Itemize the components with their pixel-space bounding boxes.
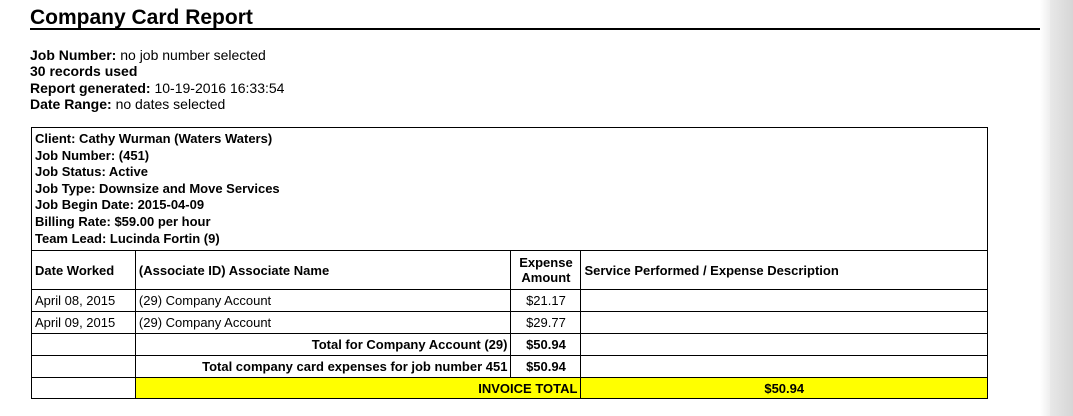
page-edge xyxy=(1040,0,1050,416)
job-client: Client: Cathy Wurman (Waters Waters) xyxy=(35,131,273,146)
job-billing-rate: Billing Rate: $59.00 per hour xyxy=(35,213,211,229)
job-total-empty-desc xyxy=(581,356,988,378)
meta-report-generated-label: Report generated: xyxy=(30,79,151,96)
job-total-label: Total company card expenses for job number 451 xyxy=(135,356,511,378)
row-description xyxy=(581,312,988,334)
job-info-row xyxy=(32,128,988,251)
header-expense-amount xyxy=(511,251,581,290)
report-table xyxy=(31,127,988,399)
table-row xyxy=(32,290,988,312)
meta-job-number-label: Job Number: xyxy=(30,47,117,63)
row-associate: (29) Company Account xyxy=(135,312,511,334)
viewer-gutter xyxy=(1050,0,1073,416)
invoice-total-row xyxy=(32,378,988,399)
header-date-worked: Date Worked xyxy=(32,251,136,290)
job-type: Job Type: Downsize and Move Services xyxy=(35,180,280,196)
meta-job-number-value: no job number selected xyxy=(120,47,266,63)
meta-report-generated xyxy=(30,80,284,96)
row-date: April 09, 2015 xyxy=(32,312,136,334)
header-associate: (Associate ID) Associate Name xyxy=(135,251,511,290)
job-total-empty-cell xyxy=(32,356,136,378)
job-team-lead: Team Lead: Lucinda Fortin (9) xyxy=(35,230,220,246)
row-associate: (29) Company Account xyxy=(135,290,511,312)
invoice-empty-cell xyxy=(32,378,136,399)
meta-date-range-label: Date Range: xyxy=(30,95,112,112)
header-expense-line1: Expense xyxy=(519,255,573,270)
job-total-row xyxy=(32,356,988,378)
meta-report-generated-value: 10-19-2016 16:33:54 xyxy=(154,79,285,96)
meta-job-number xyxy=(30,47,284,63)
table-row xyxy=(32,312,988,334)
subtotal-empty-desc xyxy=(581,334,988,356)
meta-date-range-value: no dates selected xyxy=(115,95,226,112)
row-amount: $29.77 xyxy=(511,312,581,334)
job-info-cell xyxy=(32,128,988,251)
table-header-row xyxy=(32,251,988,290)
invoice-total-label: INVOICE TOTAL xyxy=(135,378,581,399)
invoice-total-value: $50.94 xyxy=(581,378,988,399)
row-description xyxy=(581,290,988,312)
job-number: Job Number: (451) xyxy=(35,147,150,163)
meta-records-used xyxy=(30,63,284,79)
subtotal-empty-cell xyxy=(32,334,136,356)
job-begin-date: Job Begin Date: 2015-04-09 xyxy=(35,197,205,213)
subtotal-value: $50.94 xyxy=(511,334,581,356)
page-title: Company Card Report xyxy=(30,6,1040,30)
meta-records-used-text: 30 records used xyxy=(30,63,138,80)
subtotal-row xyxy=(32,334,988,356)
subtotal-label: Total for Company Account (29) xyxy=(135,334,511,356)
header-service: Service Performed / Expense Description xyxy=(581,251,988,290)
row-amount: $21.17 xyxy=(511,290,581,312)
row-date: April 08, 2015 xyxy=(32,290,136,312)
job-status: Job Status: Active xyxy=(35,164,148,180)
job-total-value: $50.94 xyxy=(511,356,581,378)
meta-date-range xyxy=(30,96,284,112)
header-expense-line2: Amount xyxy=(521,270,571,285)
report-meta xyxy=(30,47,284,112)
